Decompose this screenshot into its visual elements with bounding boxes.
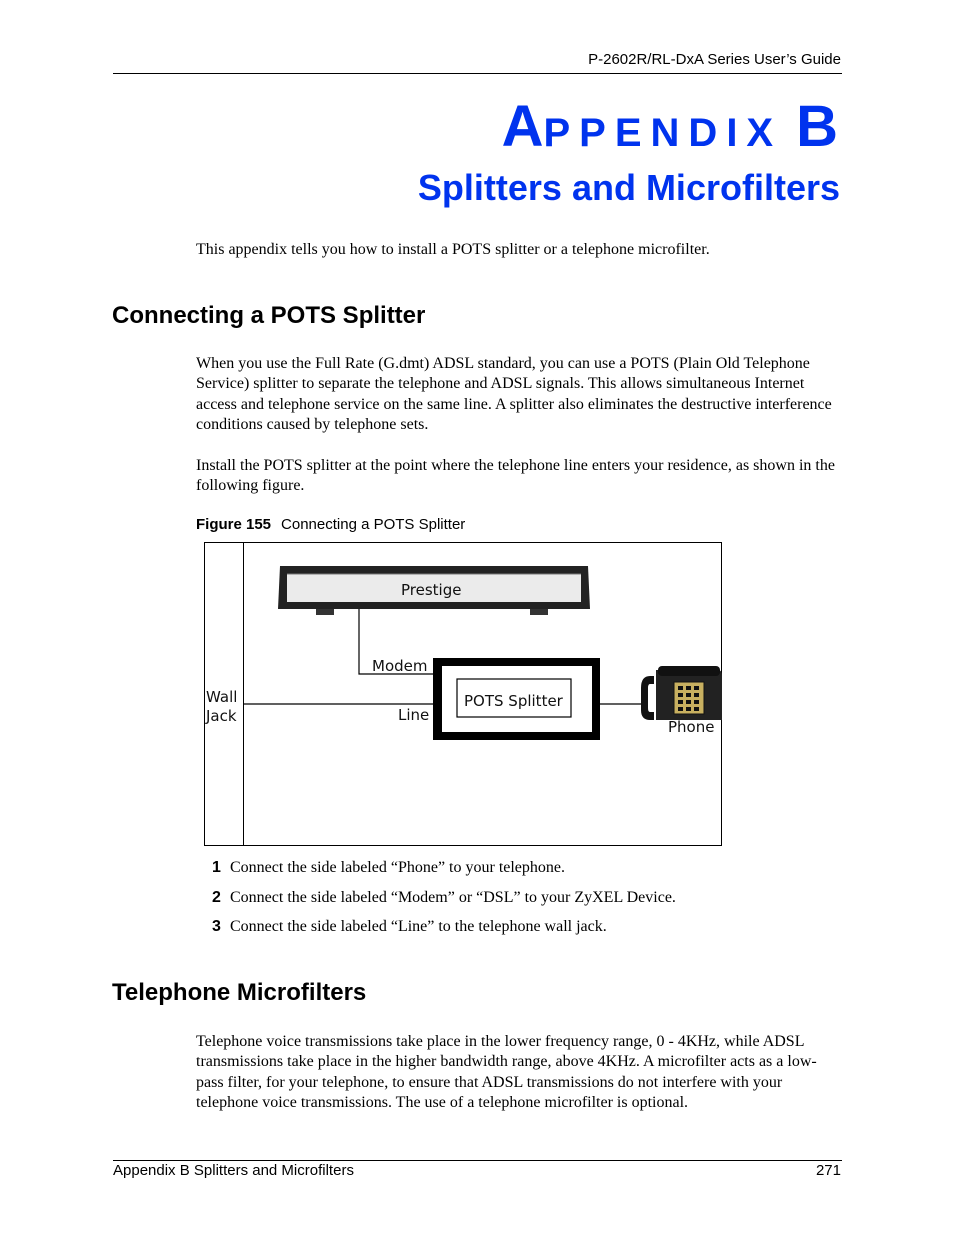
step-3 — [212, 917, 607, 937]
footer-title: Appendix B Splitters and Microfilters — [113, 1162, 354, 1179]
page-number: 271 — [815, 1162, 841, 1179]
intro-paragraph: This appendix tells you how to install a POTS splitter or a telephone microfilter. — [196, 241, 710, 258]
appendix-word-rest: PPENDIX — [543, 111, 783, 155]
phone-label: Phone — [668, 718, 715, 736]
step-2 — [212, 888, 676, 908]
line-label: Line — [398, 706, 430, 724]
splitter-label: POTS Splitter — [464, 692, 563, 710]
modem-label: Modem — [372, 657, 428, 675]
section-heading-pots-splitter: Connecting a POTS Splitter — [112, 302, 426, 329]
step-number: 1 — [212, 859, 221, 876]
appendix-letter-b: B — [796, 94, 838, 159]
appendix-label — [501, 94, 838, 159]
figure-number: Figure 155 — [196, 516, 272, 533]
prestige-device — [278, 566, 590, 615]
step-text: Connect the side labeled “Modem” or “DSL” to your ZyXEL Device. — [230, 889, 676, 906]
prestige-label: Prestige — [401, 581, 462, 599]
microfilter-paragraph: Telephone voice transmissions take place in the lower frequency range, 0 - 4KHz, while ADSL transmissions take place in the higher bandwidth range, above 4KHz. A microfilter acts as a low-pass filter, for your telephone, to ensure that ADSL transmissions do not interfere with your telephone voice transmissions. The use of a telephone microfilter is optional. — [196, 1033, 817, 1112]
running-header: P-2602R/RL-DxA Series User’s Guide — [588, 51, 841, 68]
chapter-title: Splitters and Microfilters — [417, 167, 840, 208]
figure-caption-text: Connecting a POTS Splitter — [281, 516, 466, 533]
figure-caption — [196, 516, 465, 533]
step-text: Connect the side labeled “Line” to the telephone wall jack. — [230, 918, 607, 935]
jack-label: Jack — [206, 707, 237, 725]
pots-splitter-box — [433, 658, 600, 740]
section-heading-microfilters: Telephone Microfilters — [112, 979, 367, 1006]
step-1 — [212, 858, 565, 878]
pots-splitter-diagram — [204, 542, 722, 846]
step-number: 3 — [212, 918, 221, 935]
pots-paragraph-2: Install the POTS splitter at the point where the telephone line enters your residence, as shown in the following figure. — [196, 457, 835, 495]
step-text: Connect the side labeled “Phone” to your telephone. — [230, 859, 566, 876]
wall-label: Wall — [206, 688, 238, 706]
pots-paragraph-1: When you use the Full Rate (G.dmt) ADSL standard, you can use a POTS (Plain Old Telephone Service) splitter to separate the telephone and ADSL signals. This allows simultaneous Internet access and telephone service on the same line. A splitter also eliminates the destructive interference conditions caused by telephone sets. — [196, 355, 832, 434]
footer-rule — [113, 1160, 842, 1161]
header-rule — [113, 73, 842, 74]
appendix-letter-a: A — [501, 94, 544, 159]
step-number: 2 — [212, 889, 221, 906]
